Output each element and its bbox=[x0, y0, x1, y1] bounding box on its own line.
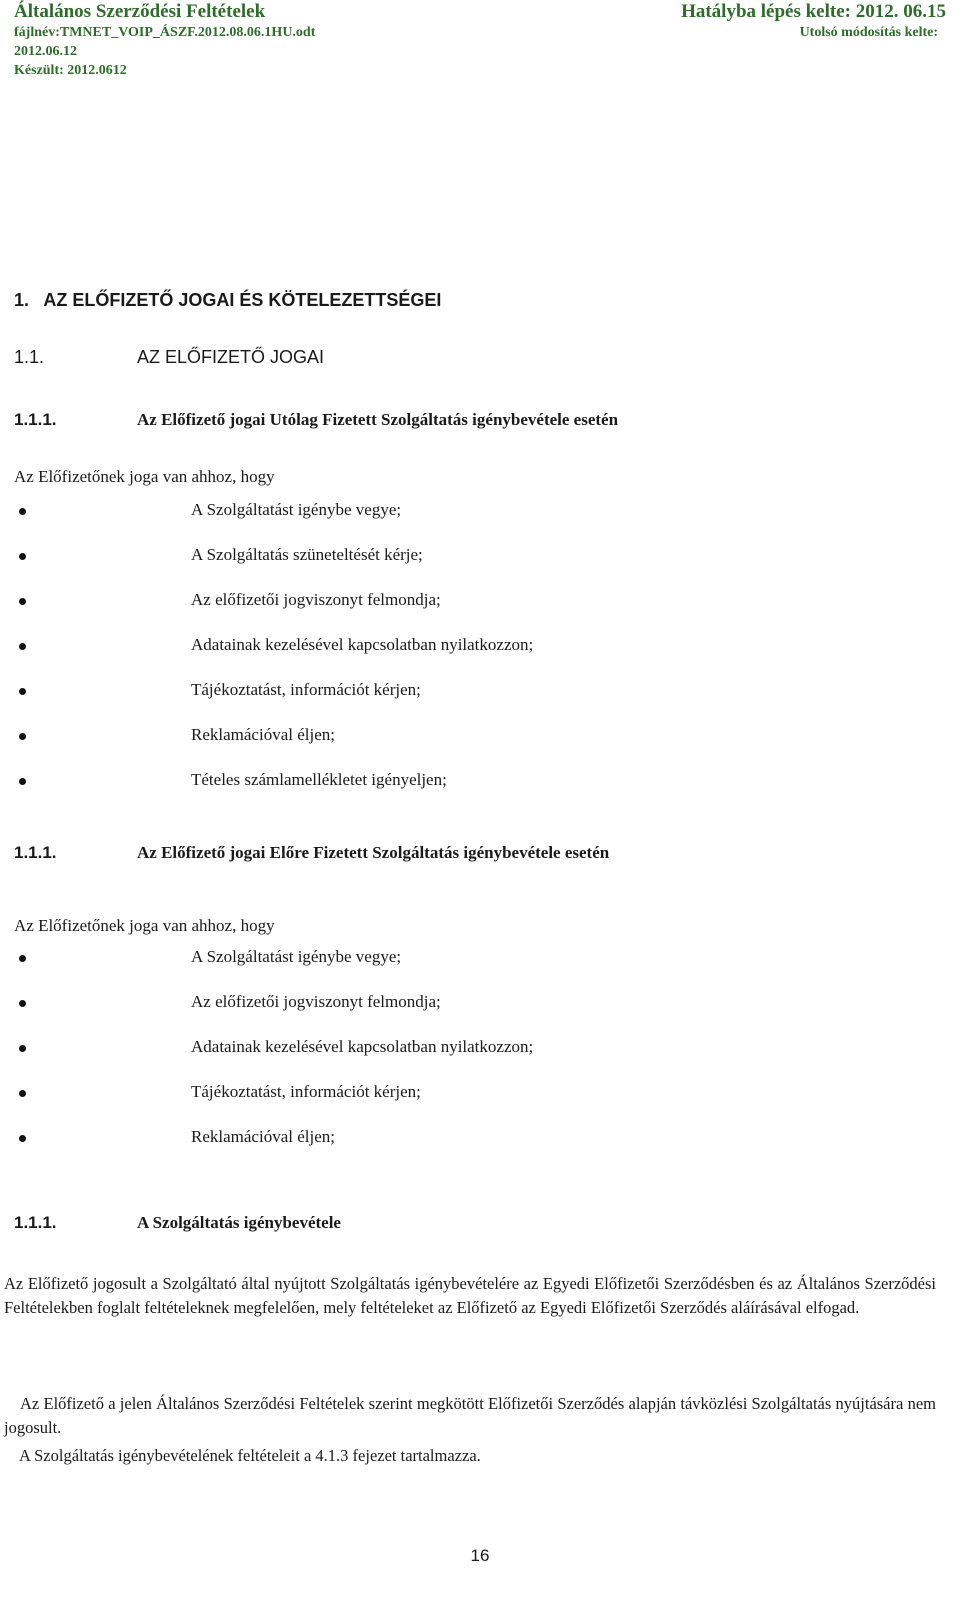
usage-section-title: A Szolgáltatás igénybevétele bbox=[137, 1213, 341, 1232]
list-item-text: Az előfizetői jogviszonyt felmondja; bbox=[191, 590, 441, 609]
last-modified-label: Utolsó módosítás kelte: bbox=[799, 25, 938, 40]
usage-paragraph-1: Az Előfizető jogosult a Szolgáltató által nyújtott Szolgáltatás igénybevételére az Egyedi Előfizetői Szerződésben és az Általános Szerződési Feltételekben foglalt feltételeknek megfelelően, mely feltételeket az Előfizető az Egyedi Előfizetői Szerződés aláírásával elfogad. bbox=[4, 1274, 936, 1317]
section-heading: 1. AZ ELŐFIZETŐ JOGAI ÉS KÖTELEZETTSÉGEI bbox=[14, 290, 442, 310]
bullet-icon bbox=[19, 955, 26, 962]
prepaid-intro: Az Előfizetőnek joga van ahhoz, hogy bbox=[14, 916, 275, 935]
list-item-text: Tételes számlamellékletet igényeljen; bbox=[191, 770, 447, 789]
postpaid-intro: Az Előfizetőnek joga van ahhoz, hogy bbox=[14, 467, 275, 486]
usage-section-number: 1.1.1. bbox=[14, 1213, 57, 1232]
effective-date: Hatályba lépés kelte: 2012. 06.15 bbox=[681, 1, 946, 22]
list-item-text: Reklamációval éljen; bbox=[191, 725, 335, 744]
prepaid-section-number: 1.1.1. bbox=[14, 843, 57, 862]
list-item-text: Reklamációval éljen; bbox=[191, 1127, 335, 1146]
bullet-icon bbox=[19, 553, 26, 560]
bullet-icon bbox=[19, 1090, 26, 1097]
list-item-text: Tájékoztatást, információt kérjen; bbox=[191, 1082, 421, 1101]
bullet-icon bbox=[19, 598, 26, 605]
bullet-icon bbox=[19, 778, 26, 785]
list-item-text: A Szolgáltatást igénybe vegye; bbox=[191, 500, 402, 519]
list-item-text: A Szolgáltatást igénybe vegye; bbox=[191, 947, 402, 966]
file-name: fájlnév:TMNET_VOIP_ÁSZF.2012.08.06.1HU.odt bbox=[14, 25, 316, 40]
bullet-icon bbox=[19, 1135, 26, 1142]
usage-paragraph-3: A Szolgáltatás igénybevételének feltételeit a 4.1.3 fejezet tartalmazza. bbox=[19, 1446, 481, 1465]
bullet-icon bbox=[19, 1045, 26, 1052]
subsection-title: AZ ELŐFIZETŐ JOGAI bbox=[137, 347, 325, 367]
last-modified-date: 2012.06.12 bbox=[14, 44, 77, 59]
prepaid-section-title: Az Előfizető jogai Előre Fizetett Szolgáltatás igénybevétele esetén bbox=[137, 843, 610, 862]
subsection-number: 1.1. bbox=[14, 347, 45, 367]
list-item-text: Adatainak kezelésével kapcsolatban nyilatkozzon; bbox=[191, 635, 534, 654]
bullet-icon bbox=[19, 733, 26, 740]
postpaid-section-number: 1.1.1. bbox=[14, 410, 57, 429]
page-number: 16 bbox=[470, 1546, 490, 1565]
usage-paragraph-2: Az Előfizető a jelen Általános Szerződési Feltételek szerint megkötött Előfizetői Szerződés alapján távközlési Szolgáltatás nyújtására nem jogosult. bbox=[4, 1394, 936, 1437]
list-item-text: Az előfizetői jogviszonyt felmondja; bbox=[191, 992, 441, 1011]
bullet-icon bbox=[19, 1000, 26, 1007]
created-date: Készült: 2012.0612 bbox=[14, 63, 127, 78]
bullet-icon bbox=[19, 688, 26, 695]
list-item-text: Adatainak kezelésével kapcsolatban nyilatkozzon; bbox=[191, 1037, 534, 1056]
document-title: Általános Szerződési Feltételek bbox=[14, 1, 266, 22]
postpaid-section-title: Az Előfizető jogai Utólag Fizetett Szolgáltatás igénybevétele esetén bbox=[137, 410, 619, 429]
bullet-icon bbox=[19, 643, 26, 650]
bullet-icon bbox=[19, 508, 26, 515]
list-item-text: A Szolgáltatás szüneteltését kérje; bbox=[191, 545, 423, 564]
list-item-text: Tájékoztatást, információt kérjen; bbox=[191, 680, 421, 699]
